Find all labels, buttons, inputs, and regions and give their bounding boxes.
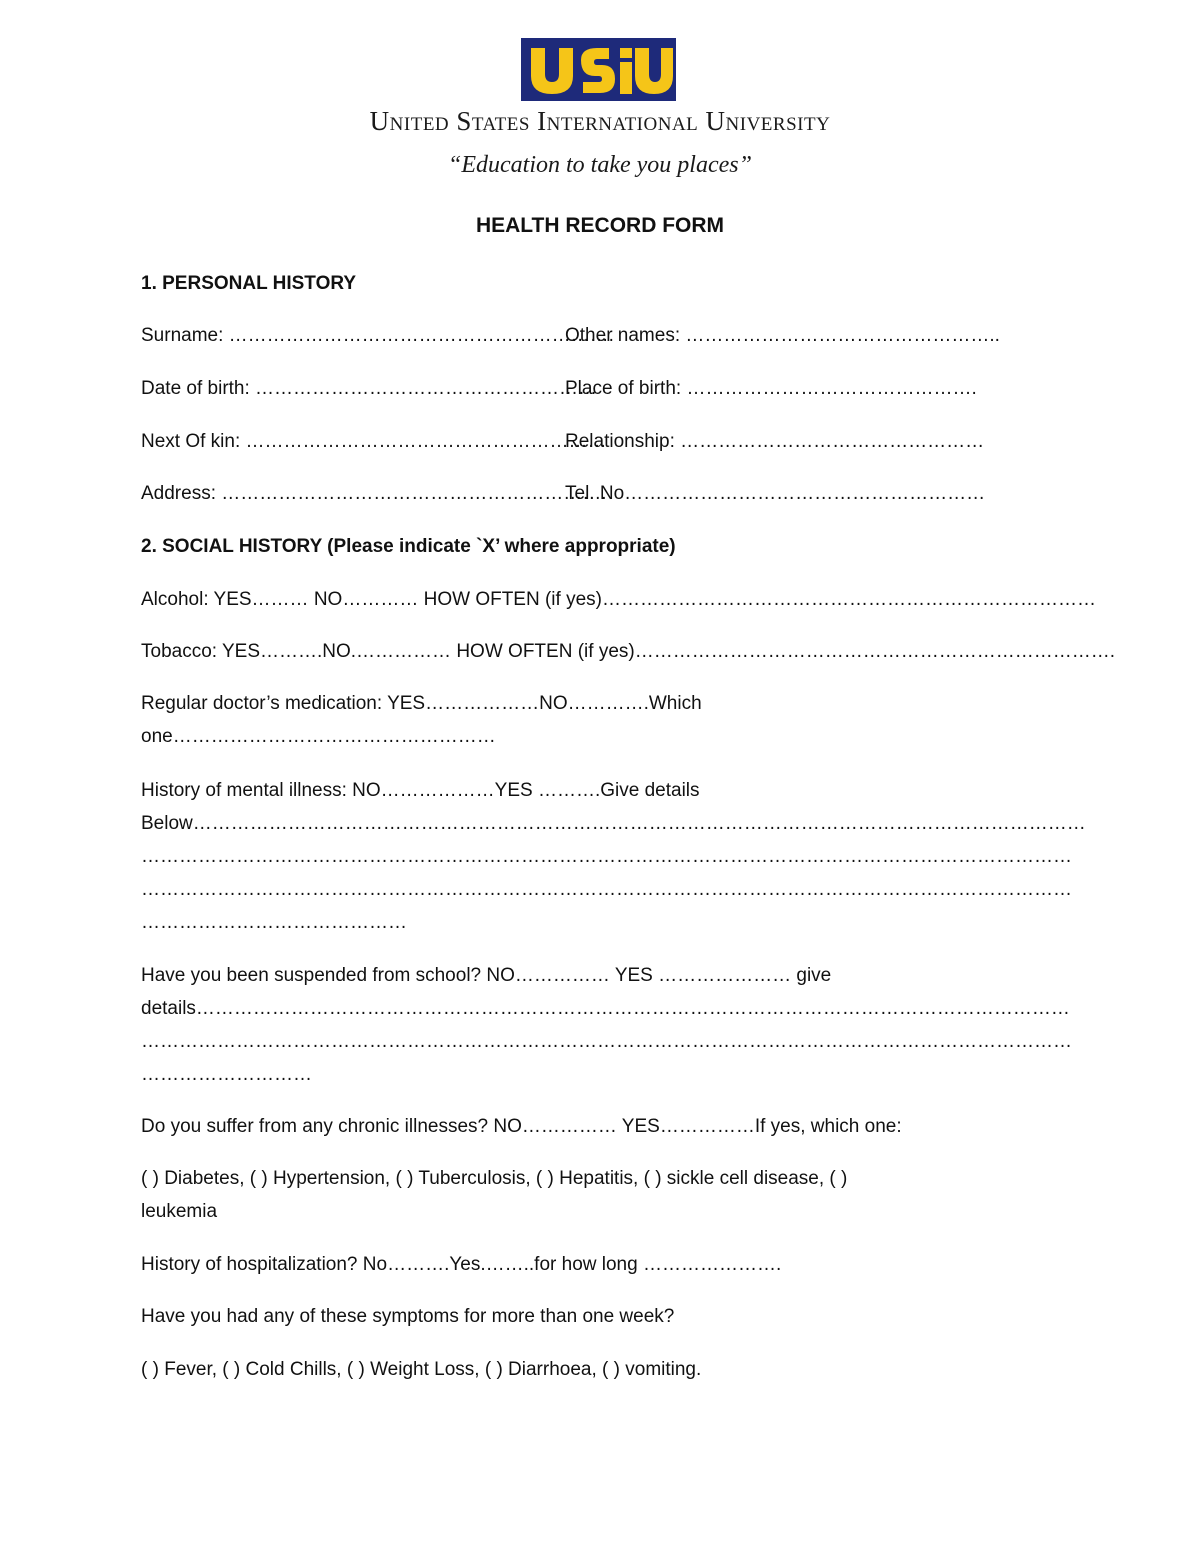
chronic-illness-options[interactable]: leukemia: [141, 1201, 218, 1222]
mental-illness-details-line[interactable]: …………………………………………………………………………………………………………………………………: [141, 846, 1072, 867]
address-field[interactable]: Address: …………………………………………………….: [141, 483, 607, 504]
suspended-details-line[interactable]: details…………………………………………………………………………………………………………………………: [141, 998, 1070, 1019]
medication-field[interactable]: Regular doctor’s medication: YES………………NO………….Which: [141, 693, 702, 714]
alcohol-field[interactable]: Alcohol: YES……… NO………… HOW OFTEN (if yes)……………………………………………………………………: [141, 589, 1096, 610]
surname-field[interactable]: Surname: …………………………………………………….: [141, 325, 614, 346]
mental-illness-field[interactable]: History of mental illness: NO………………YES ……….Give details: [141, 780, 700, 801]
university-motto: “Education to take you places”: [448, 152, 752, 178]
suspended-details-line[interactable]: …………………………………………………………………………………………………………………………………: [141, 1031, 1072, 1052]
mental-illness-details-line[interactable]: Below……………………………………………………………………………………………………………………………: [141, 813, 1086, 834]
place-of-birth-field[interactable]: Place of birth: ……………………………………….: [565, 378, 977, 399]
university-name: United States International University: [369, 106, 831, 136]
medication-which-one-field[interactable]: one……………………………………………: [141, 726, 496, 747]
chronic-illness-options[interactable]: ( ) Diabetes, ( ) Hypertension, ( ) Tuberculosis, ( ) Hepatitis, ( ) sickle cell disease, ( ): [141, 1168, 848, 1189]
form-title: HEALTH RECORD FORM: [475, 214, 725, 237]
date-of-birth-field[interactable]: Date of birth: ………………………………………………: [141, 378, 598, 399]
mental-illness-details-line[interactable]: ……………………………………: [141, 912, 407, 933]
next-of-kin-field[interactable]: Next Of kin: …………………………………………………: [141, 431, 607, 452]
mental-illness-details-line[interactable]: …………………………………………………………………………………………………………………………………: [141, 879, 1072, 900]
hospitalization-field[interactable]: History of hospitalization? No……….Yes.……..for how long ………………….: [141, 1254, 782, 1275]
tel-no-field[interactable]: Tel. No…………………………………………………: [565, 483, 986, 504]
relationship-field[interactable]: Relationship: …………………………………………: [565, 431, 985, 452]
usiu-logo: [521, 38, 676, 101]
other-names-field[interactable]: Other names: …………………………………………..: [565, 325, 1000, 346]
suspended-details-line[interactable]: ………………………: [141, 1064, 312, 1085]
suspended-field[interactable]: Have you been suspended from school? NO…………… YES ………………… give: [141, 965, 832, 986]
symptoms-options[interactable]: ( ) Fever, ( ) Cold Chills, ( ) Weight Loss, ( ) Diarrhoea, ( ) vomiting.: [141, 1359, 702, 1380]
tobacco-field[interactable]: Tobacco: YES……….NO.…………… HOW OFTEN (if yes)………………………………………………………………….: [141, 641, 1115, 662]
section-heading-social-history: 2. SOCIAL HISTORY (Please indicate `X’ where appropriate): [141, 536, 676, 557]
chronic-illness-field[interactable]: Do you suffer from any chronic illnesses? NO…………… YES……………If yes, which one:: [141, 1116, 902, 1137]
section-heading-personal-history: 1. PERSONAL HISTORY: [141, 273, 357, 294]
symptoms-question: Have you had any of these symptoms for more than one week?: [141, 1306, 675, 1327]
